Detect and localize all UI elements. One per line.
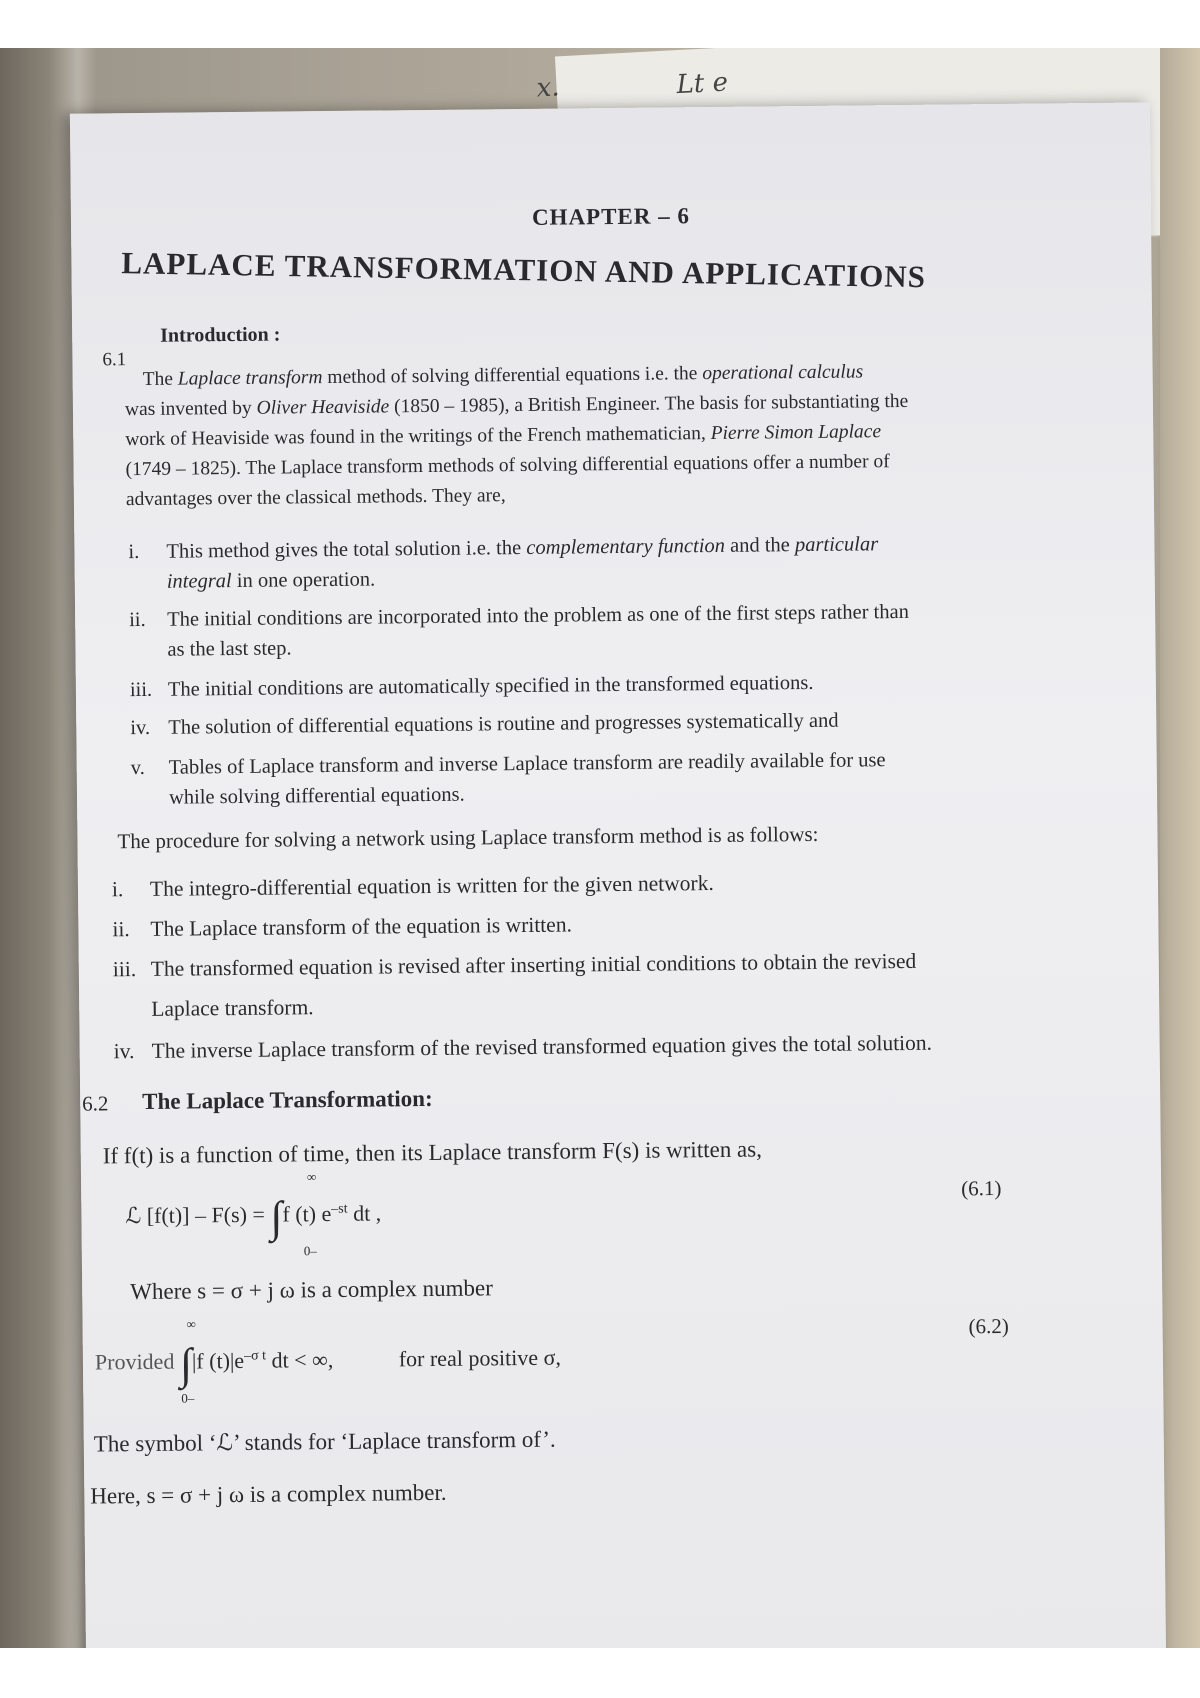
integral-sign: ∫ (179, 1339, 193, 1389)
procedure-item: i. The integro-differential equation is written for the given network. (150, 860, 1020, 909)
procedure-item: ii. The Laplace transform of the equation is written. (150, 900, 1020, 949)
intro-line-4: (1749 – 1825). The Laplace transform methods of solving differential equations offer a number of (125, 451, 890, 481)
scribble-lte: Lt e (675, 67, 729, 101)
photo-background (0, 48, 1200, 1648)
intro-line-5: advantages over the classical methods. They are, (125, 485, 506, 511)
procedure-item: iii. The transformed equation is revised after inserting initial conditions to obtain the revised Laplace transform. (112, 948, 917, 1021)
procedure-item: iv. The inverse Laplace transform of the revised transformed equation gives the total solution. (151, 1022, 1021, 1071)
here-line: Here, s = σ + j ω is a complex number. (90, 1479, 447, 1509)
equation-6-1: ℒ [f(t)] – F(s) = ∫f (t) $e^{-st}$ dt , ∞ 0– (125, 1169, 382, 1259)
equation-number-6-1: (6.1) (961, 1176, 1002, 1201)
section-number-6-1: 6.1 (102, 349, 127, 371)
advantage-item: v. Tables of Laplace transform and inverse Laplace transform are readily available for use while solving differential equations. (130, 749, 886, 809)
upper-limit: ∞ (186, 1316, 196, 1332)
intro-line-1: The Laplace transform method of solving differential equations i.e. the operational calculus (142, 361, 864, 390)
procedure-number: ii. (112, 917, 130, 942)
advantage-number: i. (128, 540, 140, 564)
side-strip (1160, 48, 1200, 1648)
advantage-item: iii. The initial conditions are automatically specified in the transformed equations. (168, 666, 998, 705)
chapter-label: CHAPTER – 6 (531, 203, 691, 230)
procedure-number: iv. (113, 1039, 135, 1064)
equation-number-6-2: (6.2) (968, 1313, 1009, 1339)
where-line: Where s = σ + j ω is a complex number (130, 1275, 493, 1305)
advantage-number: iv. (130, 716, 151, 740)
advantage-item: i. This method gives the total solution i.e. the complementary function and the particular integral in one operation. (128, 533, 879, 593)
advantage-item: iv. The solution of differential equations is routine and progresses systematically and (168, 704, 998, 743)
scribble-x: x. (535, 72, 561, 104)
integral-sign: ∫ (270, 1192, 283, 1242)
section-title-laplace-transformation: The Laplace Transformation: (142, 1085, 433, 1114)
equation-6-2: Provided ∫|f $(t)|e^{-\sigma t}$ dt < ∞, for real positive σ, ∞ 0– (94, 1316, 562, 1406)
procedure-number: iii. (112, 957, 137, 982)
advantage-item: ii. The initial conditions are incorporated into the problem as one of the first steps rather than as the last step. (129, 600, 910, 661)
advantage-number: iii. (129, 678, 153, 702)
lower-limit: 0– (303, 1243, 317, 1259)
definition-line: If f(t) is a function of time, then its Laplace transform F(s) is written as, (102, 1136, 763, 1169)
section-number-6-2: 6.2 (82, 1091, 109, 1116)
advantage-number: v. (130, 756, 145, 780)
upper-limit: ∞ (306, 1169, 317, 1185)
lower-limit: 0– (181, 1390, 195, 1406)
document-page (70, 102, 1166, 1648)
intro-line-2: was invented by Oliver Heaviside (1850 – 1985), a British Engineer. The basis for substantiating the (124, 390, 909, 421)
procedure-intro: The procedure for solving a network using Laplace transform method is as follows: (117, 821, 819, 854)
section-title-introduction: Introduction : (160, 323, 281, 347)
symbol-line: The symbol ‘ℒ’ stands for ‘Laplace transform of’. (93, 1426, 556, 1457)
advantage-number: ii. (129, 608, 146, 632)
intro-line-3: work of Heaviside was found in the writings of the French mathematician, Pierre Simon Laplace (125, 421, 882, 451)
chapter-title: LAPLACE TRANSFORMATION AND APPLICATIONS (121, 245, 927, 295)
intro-paragraph (124, 356, 986, 515)
procedure-number: i. (111, 877, 124, 902)
